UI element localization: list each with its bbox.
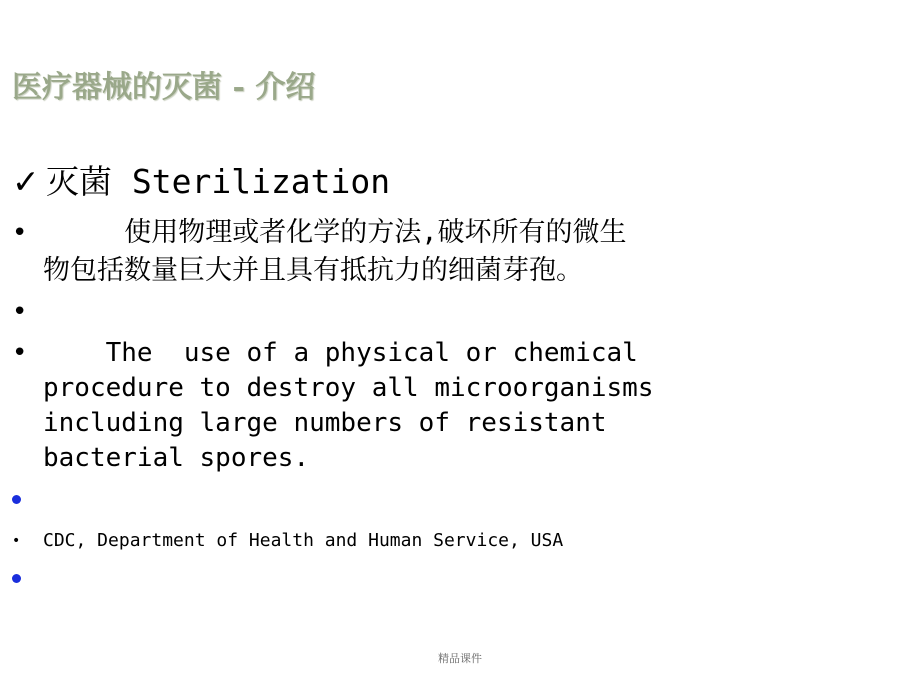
section-heading-text: 灭菌 Sterilization	[46, 162, 391, 201]
bullet-dot: •	[12, 297, 28, 327]
en-definition-text: The use of a physical or chemical procedure to destroy all microorganisms including large numbers of resistant bacterial spores.	[43, 338, 654, 473]
blue-bullet-dot	[12, 574, 21, 583]
bullet-dot: •	[12, 533, 21, 549]
slide-title: 医疗器械的灭菌 - 介绍	[12, 70, 316, 105]
bullet-dot: •	[12, 218, 28, 248]
cn-definition-text: 使用物理或者化学的方法,破坏所有的微生 物包括数量巨大并且具有抵抗力的细菌芽孢。	[43, 217, 627, 286]
source-text: CDC, Department of Health and Human Service, USA	[43, 530, 564, 551]
footer-label: 精品课件	[438, 652, 482, 665]
check-icon: ✓	[12, 162, 40, 201]
section-heading	[12, 160, 390, 204]
bullet-dot: •	[12, 338, 28, 368]
blue-bullet-dot	[12, 495, 21, 504]
